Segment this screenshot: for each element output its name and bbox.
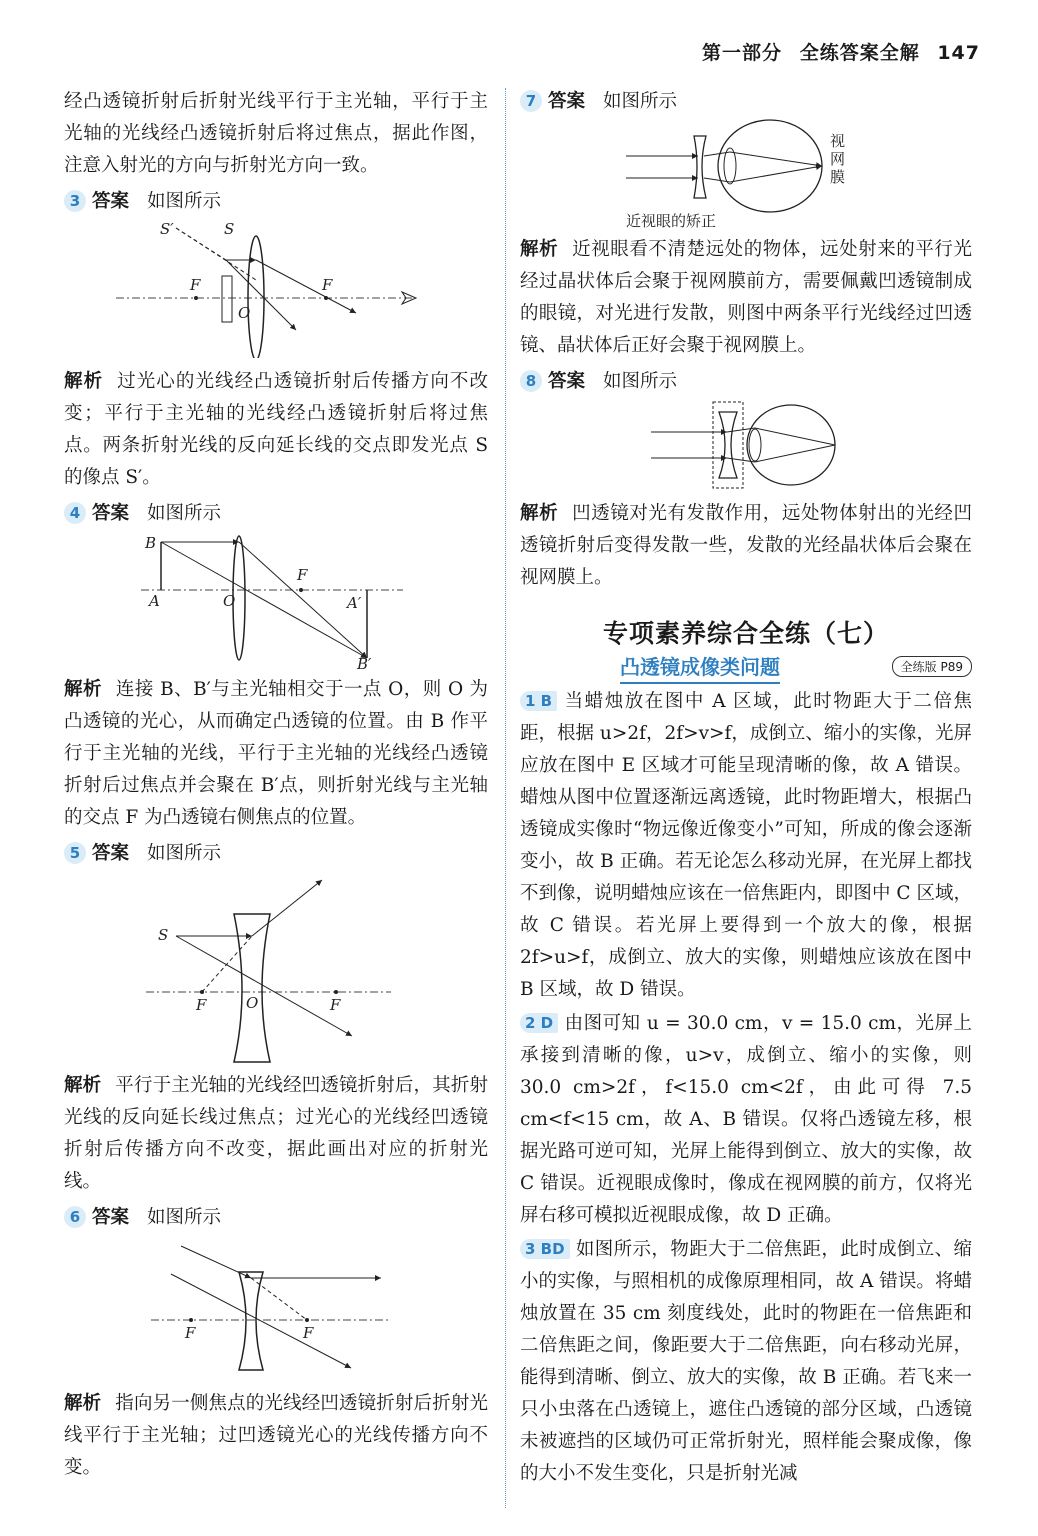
label-a-prime: A′ [347,594,362,612]
virtual-extension [251,1278,307,1320]
q2-analysis-continued: 经凸透镜折射后折射光线平行于主光轴，平行于主光轴的光线经凸透镜折射后将过焦点，据此作图，注意入射光的方向与折射光方向一致。 [64,91,488,176]
q3-answer-row [64,186,488,218]
ray [727,458,755,462]
section-title: 专项素养综合全练（七） [602,619,889,648]
label-o: O [238,304,251,322]
ray [755,428,835,445]
focus-point [189,1318,193,1322]
analysis-label: 解析 [520,239,559,260]
answer-text: 如图所示 [603,371,678,392]
focus-point [200,990,204,994]
ray [727,428,755,432]
mc-tag: 2 D [520,1013,558,1033]
label-b: B [145,534,157,552]
mc-item: 1 B 当蜡烛放在图中 A 区域，此时物距大于二倍焦距，根据 u>2f，2f>v>f，成倒立、缩小的实像，光屏应放在图中 E 区域才可能呈现清晰的像，故 A 错误。蜡烛从图中位置逐渐远离透镜，此时物距增大，根据凸透镜成实像时“物远像近像变小”可知，所成的像会逐渐变小，故 B 正确。若无论怎么移动光屏，在光屏上都找不到像，说明蜡烛应该在一倍焦距内，即图中 C 区域，故 C 错误。若光屏上要得到一个放大的像，根据2f>u>f，成倒立、放大的实像，则蜡烛应该放在图中 B 区域，故 D 错误。 [520,691,972,1000]
label-s: S [224,220,235,238]
mc-tag: 3 BD [520,1239,570,1259]
q5-answer-row [64,838,488,870]
dashed-box [713,402,743,488]
analysis-label: 解析 [64,1075,102,1096]
left-column [64,86,488,1484]
answer-label: 答案 [92,503,130,524]
q5-concave-lens-diagram [146,870,406,1066]
question-number-badge: 7 [520,90,542,112]
q6-answer-row [64,1202,488,1234]
question-number-badge: 3 [64,190,86,212]
q4-answer-row [64,498,488,530]
ray [755,445,835,462]
label-f-left: F [190,276,201,294]
answer-label: 答案 [92,843,130,864]
q4-convex-lens-diagram [141,530,411,670]
q3-analysis: 解析 过光心的光线经凸透镜折射后传播方向不改变；平行于主光轴的光线经凸透镜折射后将过焦点。两条折射光线的反向延长线的交点即发光点 S 的像点 S′。 [64,371,488,488]
answer-text: 如图所示 [147,1207,222,1228]
q7-analysis: 解析 近视眼看不清楚远处的物体，远处射来的平行光经过晶状体后会聚于视网膜前方，需要佩戴凹透镜制成的眼镜，对光进行发散，则图中两条平行光线经过凹透镜、晶状体后正好会聚于视网膜上。 [520,239,972,356]
q5-analysis: 解析 平行于主光轴的光线经凹透镜折射后，其折射光线的反向延长线过焦点；过光心的光线经凹透镜折射后传播方向不改变，据此画出对应的折射光线。 [64,1075,488,1192]
eyeball [747,405,835,485]
header-title: 全练答案全解 [799,42,920,64]
q8-answer-row [520,366,972,398]
crystalline-lens [749,429,761,461]
label-f: F [297,566,308,584]
label-f-right: F [303,1324,314,1342]
virtual-ray [176,228,256,280]
label-s-prime: S′ [160,220,174,238]
analysis-label: 解析 [520,503,559,524]
page-header [692,38,980,65]
label-s: S [158,926,169,944]
answer-text: 如图所示 [603,91,678,112]
label-o: O [246,994,259,1012]
analysis-label: 解析 [64,1393,102,1414]
figure-caption: 近视眼的矫正 [626,212,717,230]
retina-label-1: 视 [830,132,846,150]
right-column [520,86,972,1490]
label-f-left: F [185,1324,196,1342]
label-a: A [149,592,160,610]
answer-label: 答案 [92,1207,130,1228]
center-ray [171,1274,351,1368]
ray [704,152,730,156]
focus-point [305,1318,309,1322]
question-number-badge: 8 [520,370,542,392]
focus-point [194,296,198,300]
question-number-badge: 6 [64,1206,86,1228]
question-number-badge: 4 [64,502,86,524]
answer-text: 如图所示 [147,843,222,864]
q7-answer-row [520,86,972,118]
label-b-prime: B′ [357,655,372,670]
concave-lens [719,412,737,478]
eyeball [718,120,822,212]
center-ray [226,260,296,330]
q8-myopia-correction-diagram [651,398,841,494]
subtitle-row [520,652,972,686]
header-part: 第一部分 [702,42,783,64]
label-f-right: F [322,276,333,294]
retina-label-2: 网 [830,150,846,168]
mc-item: 2 D 由图可知 u = 30.0 cm，v = 15.0 cm，光屏上承接到清晰的像，u>v，成倒立、缩小的实像，则 30.0 cm>2f，f<15.0 cm<2f，由此可得 7.5 cm<f<15 cm，故 A、B 错误。仅将凸透镜左移，根据光路可逆可知，光屏上能得到倒立、放大的实像，故 C 错误。近视眼成像时，像成在视网膜的前方，仅将光屏右移可模拟近视眼成像，故 D 正确。 [520,1013,972,1226]
label-o: O [223,592,236,610]
page-reference-badge: 全练版 P89 [892,656,972,677]
focus-point [324,296,328,300]
diverging-ray [252,880,322,936]
analysis-label: 解析 [64,679,102,700]
page-number: 147 [937,42,980,64]
focus-point [299,588,303,592]
q4-analysis: 解析 连接 B、B′与主光轴相交于一点 O，则 O 为凸透镜的光心，从而确定凸透镜的位置。由 B 作平行于主光轴的光线，平行于主光轴的光线经凸透镜折射后过焦点并会聚在 B′点，则折射光线与主光轴的交点 F 为凸透镜右侧焦点的位置。 [64,679,488,828]
mc-item: 3 BD 如图所示，物距大于二倍焦距，此时成倒立、缩小的实像，与照相机的成像原理相同，故 A 错误。将蜡烛放置在 35 cm 刻度线处，此时的物距在一倍焦距和二倍焦距之间，像距要大于二倍焦距，向右移动光屏，能得到清晰、倒立、放大的实像，故 B 正确。若飞来一只小虫落在凸透镜上，遮住凸透镜的部分区域，凸透镜未被遮挡的区域仍可正常折射光，照样能会聚成像，像的大小不发生变化，只是折射光减 [520,1239,972,1484]
answer-label: 答案 [92,191,130,212]
answer-label: 答案 [548,371,586,392]
q8-analysis: 解析 凹透镜对光有发散作用，远处物体射出的光经凹透镜折射后变得发散一些，发散的光经晶状体后会聚在视网膜上。 [520,503,972,588]
mc-tag: 1 B [520,691,557,711]
q6-concave-lens-diagram [151,1234,401,1384]
virtual-extension [202,936,252,992]
column-divider [505,88,506,1508]
focus-point [334,990,338,994]
retina-label-3: 膜 [830,168,846,186]
crystalline-lens [724,148,736,184]
q7-myopia-correction-diagram [626,118,866,230]
q6-analysis: 解析 指向另一侧焦点的光线经凹透镜折射后折射光线平行于主光轴；过凹透镜光心的光线传播方向不变。 [64,1393,488,1478]
answer-text: 如图所示 [147,503,222,524]
label-f-right: F [330,996,341,1014]
convex-lens [248,236,264,358]
candle [222,276,232,322]
subtitle: 凸透镜成像类问题 [620,652,780,684]
answer-label: 答案 [548,91,586,112]
ray [730,152,822,166]
center-ray [161,542,367,658]
label-f-left: F [196,996,207,1014]
analysis-label: 解析 [64,371,104,392]
question-number-badge: 5 [64,842,86,864]
concave-lens [694,136,706,198]
ray [730,166,822,182]
answer-text: 如图所示 [147,191,222,212]
concave-lens [239,1272,263,1370]
incident-ray [181,1246,251,1278]
q3-convex-lens-diagram [116,218,436,358]
